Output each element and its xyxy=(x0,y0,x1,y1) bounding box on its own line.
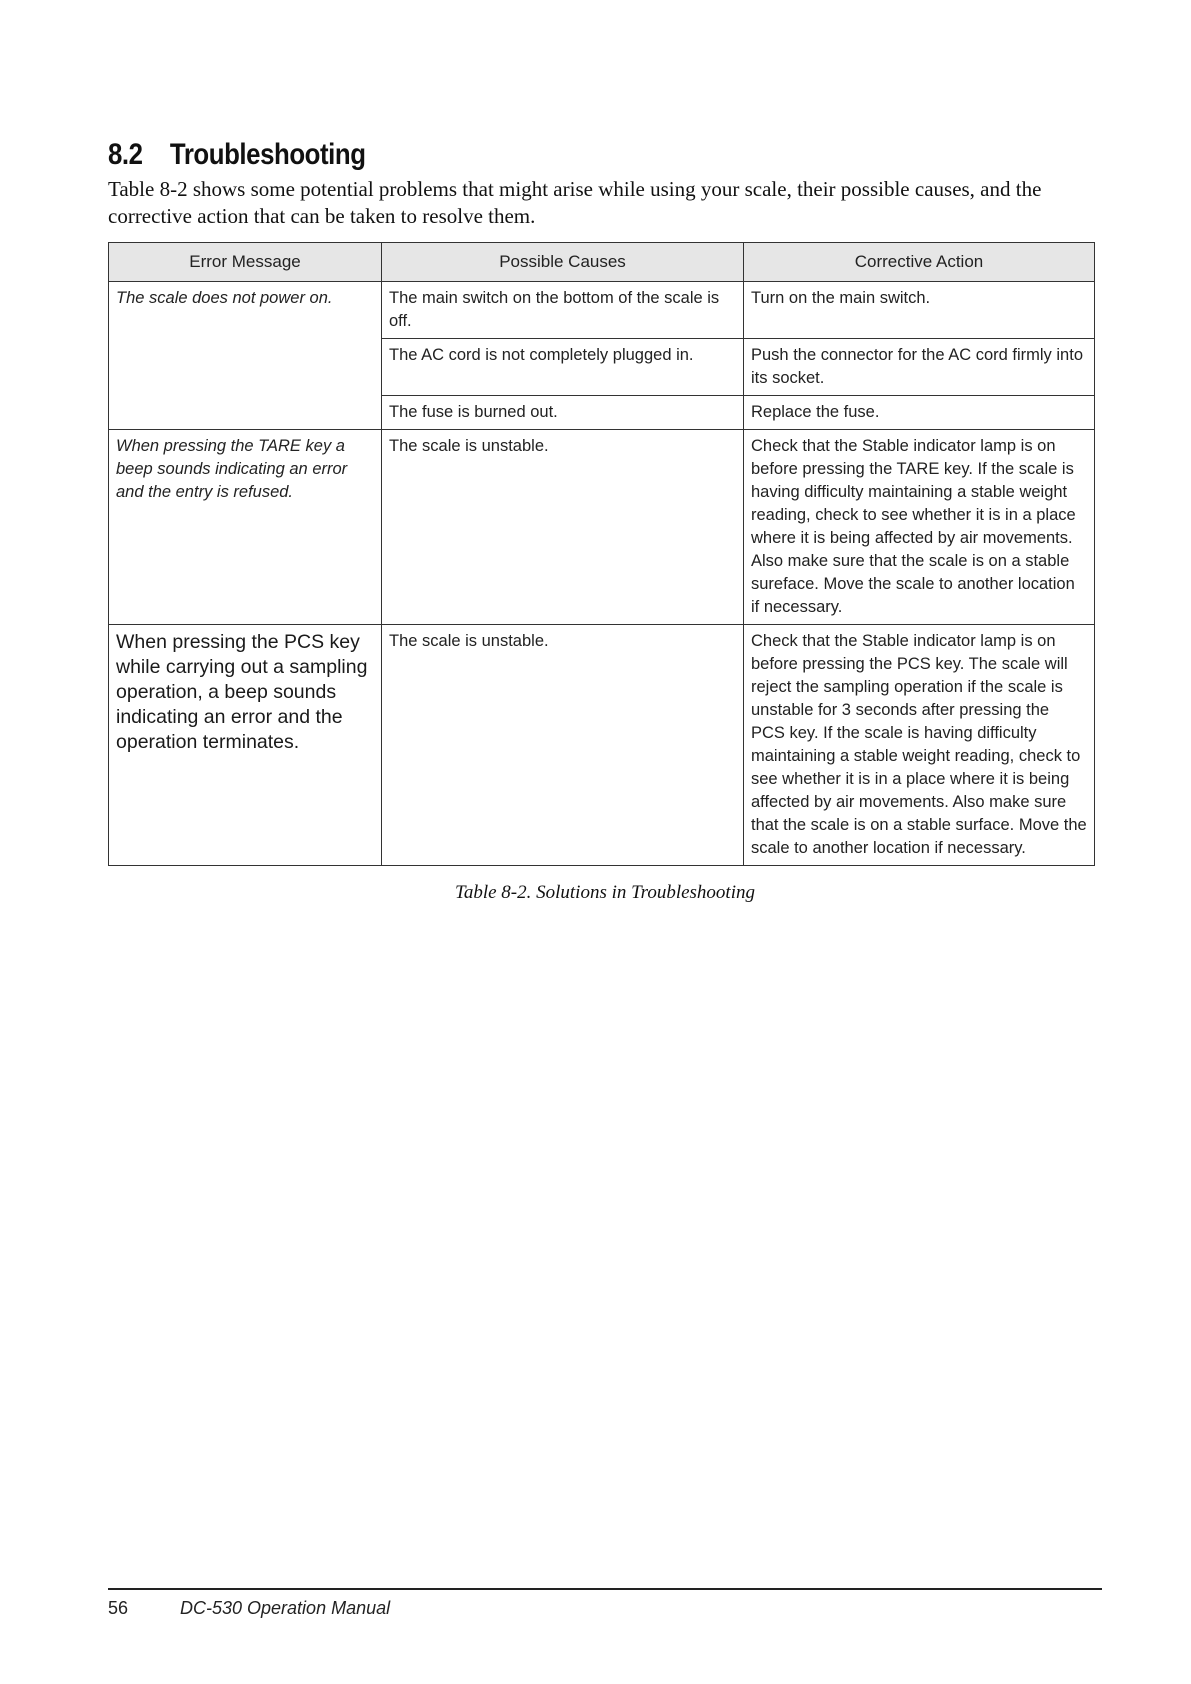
cause-cell: The main switch on the bottom of the scale is off. xyxy=(382,282,744,339)
section-number: 8.2 xyxy=(108,138,143,171)
cause-cell: The fuse is burned out. xyxy=(382,396,744,430)
header-possible-causes: Possible Causes xyxy=(382,243,744,282)
section-heading xyxy=(108,138,366,172)
table-row xyxy=(109,625,1095,866)
error-message-cell: The scale does not power on. xyxy=(109,282,382,430)
cause-cell: The scale is unstable. xyxy=(382,625,744,866)
section-title: Troubleshooting xyxy=(169,138,366,171)
page-footer xyxy=(108,1598,390,1619)
action-cell: Check that the Stable indicator lamp is on before pressing the TARE key. If the scale is having difficulty maintaining a stable weight reading, check to see whether it is in a place where it is being affected by air movements. Also make sure that the scale is on a stable sureface. Move the scale to another location if necessary. xyxy=(744,430,1095,625)
footer-divider xyxy=(108,1588,1102,1590)
table-header-row xyxy=(109,243,1095,282)
table-caption: Table 8-2. Solutions in Troubleshooting xyxy=(455,882,755,903)
action-cell: Turn on the main switch. xyxy=(744,282,1095,339)
manual-title: DC-530 Operation Manual xyxy=(180,1598,391,1618)
error-message-cell: When pressing the PCS key while carrying out a sampling operation, a beep sounds indicating an error and the operation terminates. xyxy=(109,625,382,866)
action-cell: Replace the fuse. xyxy=(744,396,1095,430)
action-cell: Push the connector for the AC cord firmly into its socket. xyxy=(744,339,1095,396)
error-message-cell: When pressing the TARE key a beep sounds indicating an error and the entry is refused. xyxy=(109,430,382,625)
table-row xyxy=(109,282,1095,339)
cause-cell: The AC cord is not completely plugged in. xyxy=(382,339,744,396)
page-number: 56 xyxy=(108,1598,129,1618)
header-corrective-action: Corrective Action xyxy=(744,243,1095,282)
troubleshooting-table xyxy=(108,242,1095,866)
header-error-message: Error Message xyxy=(109,243,382,282)
action-cell: Check that the Stable indicator lamp is on before pressing the PCS key. The scale will reject the sampling operation if the scale is unstable for 3 seconds after pressing the PCS key. If the scale is having difficulty maintaining a stable weight reading, check to see whether it is in a place where it is being affected by air movements. Also make sure that the scale is on a stable surface. Move the scale to another location if necessary. xyxy=(744,625,1095,866)
cause-cell: The scale is unstable. xyxy=(382,430,744,625)
table-row xyxy=(109,430,1095,625)
intro-paragraph: Table 8-2 shows some potential problems that might arise while using your scale, their possible causes, and the corrective action that can be taken to resolve them. xyxy=(108,177,1042,228)
